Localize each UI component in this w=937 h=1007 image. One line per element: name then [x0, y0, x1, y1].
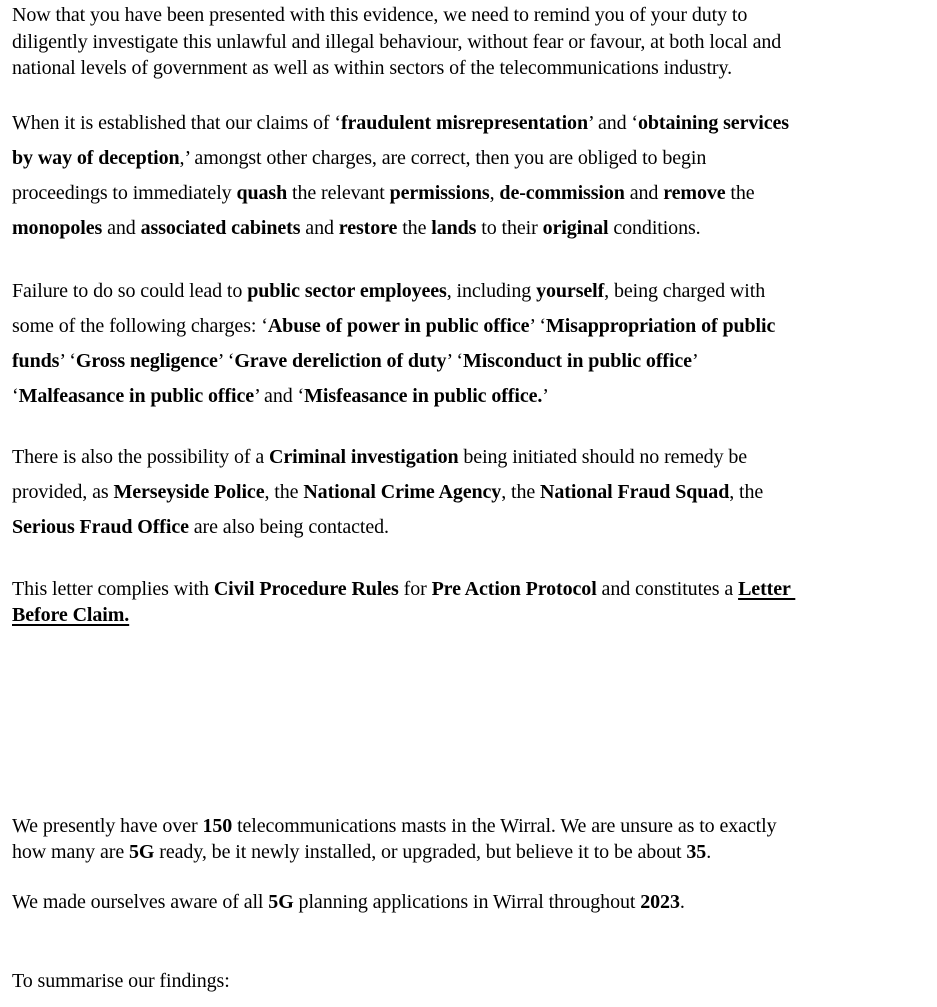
text-run: Letter	[738, 577, 796, 600]
text-run: fraudulent misrepresentation	[340, 111, 588, 134]
text-run: monopoles	[12, 216, 103, 239]
text-line	[12, 29, 925, 56]
text-run: public sector employees	[247, 279, 447, 302]
text-run: Civil Procedure Rules	[213, 577, 399, 600]
text-run: Merseyside Police	[113, 480, 265, 503]
text-run: telecommunications masts in the Wirral. We are unsure as to exactly	[232, 814, 777, 837]
text-run: 2023	[640, 890, 680, 913]
text-run: ’ ‘	[446, 349, 463, 372]
text-run: We made ourselves aware of all	[12, 890, 269, 913]
text-run: 5G	[129, 841, 155, 863]
text-run: , the	[729, 480, 764, 503]
text-run: There is also the possibility of a	[12, 445, 270, 468]
text-line	[12, 602, 925, 629]
text-line	[12, 141, 925, 176]
text-run: and constitutes a	[596, 577, 739, 600]
text-run: Misfeasance in public office.	[304, 384, 543, 407]
text-run: ‘	[12, 384, 19, 407]
text-run: ,’ amongst other charges, are correct, then you are obliged to begin	[179, 146, 707, 169]
text-run: ’ ‘	[529, 314, 546, 337]
text-run: permissions	[389, 181, 490, 204]
text-run: Misconduct in public office	[462, 349, 692, 372]
text-run: lands	[431, 216, 477, 239]
text-run: This letter complies with	[12, 577, 214, 600]
text-run: , being charged with	[604, 279, 766, 302]
text-line	[12, 889, 925, 916]
paragraph-6	[12, 813, 925, 866]
text-run: , the	[501, 480, 541, 503]
text-run: , the	[264, 480, 304, 503]
text-run: We presently have over	[12, 814, 203, 837]
text-line	[12, 379, 925, 414]
text-run: the	[725, 181, 755, 204]
text-run: the relevant	[287, 181, 390, 204]
text-line	[12, 839, 925, 866]
text-run: conditions.	[608, 216, 701, 239]
text-run: Misappropriation of public	[545, 314, 776, 337]
text-line	[12, 309, 925, 344]
text-run: associated cabinets	[140, 216, 301, 239]
text-line	[12, 344, 925, 379]
text-line	[12, 106, 925, 141]
text-run: National Crime Agency	[303, 480, 502, 503]
text-run: being initiated should no remedy be	[458, 445, 748, 468]
text-run: , including	[446, 279, 537, 302]
text-run: Malfeasance in public office	[18, 384, 255, 407]
text-run: 35	[686, 841, 707, 863]
text-run: how many are	[12, 841, 129, 863]
text-run: funds	[12, 349, 60, 372]
paragraph-5	[12, 576, 925, 629]
text-run: Serious Fraud Office	[12, 515, 189, 538]
text-run: Abuse of power in public office	[267, 314, 530, 337]
text-line	[12, 968, 925, 995]
text-line	[12, 576, 925, 603]
text-run: ’ and ‘	[254, 384, 305, 407]
text-line	[12, 813, 925, 840]
text-run: .	[679, 890, 685, 913]
text-run: for	[398, 577, 432, 600]
text-run: yourself	[536, 279, 605, 302]
text-line	[12, 510, 925, 545]
text-run: When it is established that our claims of ‘	[12, 111, 341, 134]
text-run: ’	[542, 384, 549, 407]
text-run: and	[624, 181, 664, 204]
text-run: To summarise our findings:	[12, 970, 230, 992]
text-run: ’ ‘	[59, 349, 76, 372]
text-run: ’	[691, 349, 699, 372]
text-run: planning applications in Wirral throughout	[293, 890, 641, 913]
text-line	[12, 176, 925, 211]
paragraph-3	[12, 274, 925, 414]
text-line	[12, 475, 925, 510]
paragraph-7	[12, 889, 925, 916]
text-run: and	[102, 216, 141, 239]
paragraph-8	[12, 968, 925, 995]
paragraph-4	[12, 440, 925, 545]
text-run: .	[706, 841, 712, 863]
text-run: Before Claim.	[12, 604, 130, 626]
text-line	[12, 2, 925, 29]
text-run: Pre Action Protocol	[431, 577, 597, 600]
text-run: to their	[476, 216, 543, 239]
text-run: remove	[663, 181, 726, 204]
text-run: 5G	[268, 890, 294, 913]
text-run: national levels of government as well as within sectors of the telecommunications industry.	[12, 57, 732, 79]
text-run: de-commission	[499, 181, 625, 204]
text-run: Now that you have been presented with this evidence, we need to remind you of your duty to	[12, 4, 748, 26]
text-run: and	[300, 216, 339, 239]
text-run: National Fraud Squad	[540, 480, 730, 503]
text-run: restore	[338, 216, 398, 239]
text-run: obtaining services	[637, 111, 789, 134]
text-run: Grave dereliction of duty	[234, 349, 447, 372]
text-run: diligently investigate this unlawful and illegal behaviour, without fear or favour, at both local and	[12, 30, 782, 53]
text-run: Gross negligence	[75, 349, 218, 372]
text-run: 150	[202, 814, 233, 837]
text-run: ,	[489, 181, 500, 204]
text-line	[12, 211, 925, 246]
paragraph-1	[12, 2, 925, 82]
text-run: provided, as	[12, 480, 114, 503]
paragraph-2	[12, 106, 925, 246]
text-run: ’ ‘	[217, 349, 235, 372]
text-run: quash	[236, 181, 288, 204]
text-run: some of the following charges: ‘	[12, 314, 268, 337]
text-run: are also being contacted.	[188, 515, 389, 538]
text-line	[12, 55, 925, 82]
text-run: ready, be it newly installed, or upgraded, but believe it to be about	[154, 841, 687, 863]
text-run: the	[397, 216, 432, 239]
text-run: original	[542, 216, 609, 239]
text-run: Criminal investigation	[269, 445, 459, 468]
text-run: ’ and ‘	[587, 111, 638, 134]
text-run: proceedings to immediately	[12, 181, 237, 204]
text-line	[12, 440, 925, 475]
text-run: by way of deception	[12, 146, 180, 169]
text-run: Failure to do so could lead to	[12, 279, 248, 302]
text-line	[12, 274, 925, 309]
